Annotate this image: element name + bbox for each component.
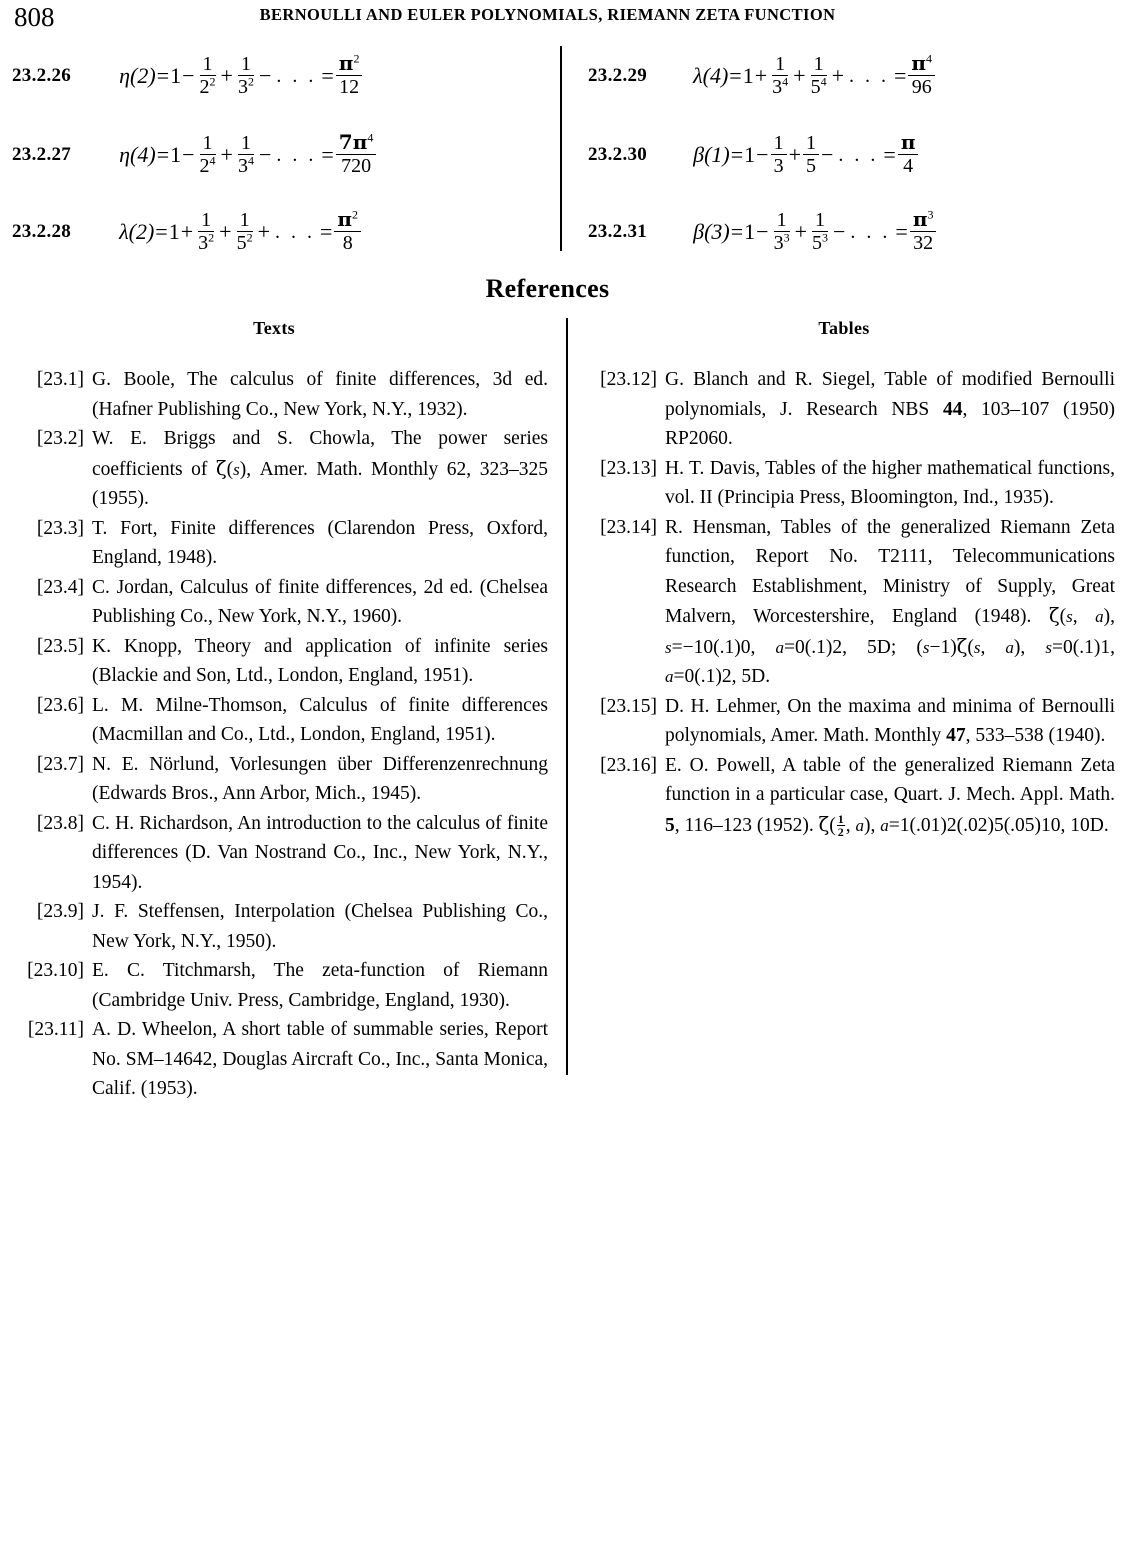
reference-item: [18, 750, 548, 809]
result-equals: =: [321, 63, 334, 88]
fraction-1: [195, 210, 217, 253]
fraction-denominator: $3^2$: [237, 73, 254, 98]
first-term: 1: [168, 219, 180, 244]
result-equals: =: [895, 219, 908, 244]
reference-item: [18, 573, 548, 632]
trailing-sign: −: [832, 219, 846, 244]
fraction-numerator: 1: [198, 210, 214, 232]
fraction-2: [235, 133, 257, 176]
sign-1: −: [756, 142, 769, 167]
sign-2: +: [788, 142, 801, 167]
first-term: 1: [744, 142, 756, 167]
reference-label: [23.4]: [36, 576, 84, 598]
fraction-denominator: 4: [903, 155, 914, 177]
fraction-denominator: $5^4$: [810, 73, 827, 98]
result-fraction: [908, 53, 935, 97]
equation-function: λ(2): [119, 219, 155, 244]
references-column-texts: [18, 318, 548, 1104]
equation-function: λ(4): [693, 63, 729, 88]
fraction-2: [803, 133, 819, 176]
reference-text: T. Fort, Finite differences (Clarendon Press, Oxford, England, 1948).: [92, 517, 548, 568]
trailing-sign: +: [831, 63, 844, 88]
references-column-divider: [566, 318, 568, 1075]
equation-body: [693, 130, 919, 177]
fraction-numerator: 1: [771, 133, 787, 155]
reference-text: E. O. Powell, A table of the generalized Riemann Zeta function in a particular case, Quart. J. Mech. Appl. Math. 5, 116–123 (1952). ζ( $\frac{1}{2}$ , a), a=1(.01)2(.02)5(.05)10, 10D.: [665, 754, 1115, 839]
fraction-2: [235, 54, 257, 97]
formula-column-left: [0, 38, 560, 263]
equation-function: β(1): [693, 142, 730, 167]
equation-body: [693, 207, 937, 254]
equals-sign: =: [156, 142, 170, 167]
reference-text: G. Blanch and R. Siegel, Table of modified Bernoulli polynomials, J. Research NBS 44, 103–107 (1950) RP2060.: [665, 369, 1115, 449]
equation-body: [119, 207, 362, 254]
fraction-numerator: $\pi^3$: [910, 209, 937, 232]
equation-function: β(3): [693, 219, 730, 244]
reference-label: [23.12]: [600, 369, 657, 390]
reference-text: A. D. Wheelon, A short table of summable series, Report No. SM–14642, Douglas Aircraft Co., Inc., Santa Monica, Calif. (1953).: [92, 1019, 548, 1099]
sign-1: +: [754, 63, 768, 88]
fraction-numerator: 1: [238, 133, 254, 155]
fraction-numerator: 1: [237, 210, 253, 232]
reference-text: C. Jordan, Calculus of finite differences, 2d ed. (Chelsea Publishing Co., New York, N.Y., 1960).: [92, 576, 548, 627]
ellipsis: . . .: [850, 221, 891, 243]
fraction-1: [769, 54, 791, 97]
sign-1: +: [180, 219, 194, 244]
fraction-numerator: π: [898, 132, 919, 155]
trailing-sign: −: [258, 142, 272, 167]
fraction-denominator: $3^2$: [198, 229, 215, 254]
equation-number: 23.2.27: [12, 144, 72, 165]
formula-row: [0, 40, 560, 112]
fraction-2: [809, 210, 831, 253]
reference-item: [18, 897, 548, 956]
formula-column-right: [570, 38, 1130, 263]
result-fraction: [898, 132, 919, 176]
equation-function: η(2): [119, 63, 156, 88]
reference-item: [583, 454, 1115, 513]
result-fraction: [910, 209, 937, 253]
equation-body: [119, 51, 363, 98]
ellipsis: . . .: [838, 144, 879, 166]
fraction-denominator: $2^4$: [199, 152, 216, 177]
reference-label: [23.3]: [36, 517, 84, 539]
tables-heading: Tables: [818, 318, 870, 338]
formula-row: [570, 196, 1130, 268]
trailing-sign: −: [820, 142, 834, 167]
reference-label: [23.15]: [600, 695, 657, 717]
sign-2: +: [220, 142, 233, 167]
equation-body: [693, 51, 936, 98]
fraction-denominator: $2^2$: [199, 73, 216, 98]
reference-item: [583, 751, 1115, 841]
fraction-numerator: 1: [811, 54, 827, 76]
fraction-1: [771, 133, 787, 176]
reference-item: [18, 1015, 548, 1104]
fraction-denominator: 8: [342, 232, 353, 254]
fraction-denominator: 3: [773, 154, 784, 177]
reference-item: [583, 692, 1115, 751]
fraction-denominator: 5: [805, 154, 816, 177]
sign-1: −: [756, 219, 769, 244]
reference-text: K. Knopp, Theory and application of infinite series (Blackie and Son, Ltd., London, England, 1951).: [92, 635, 548, 686]
fraction-denominator: 96: [911, 76, 932, 98]
running-title: BERNOULLI AND EULER POLYNOMIALS, RIEMANN ZETA FUNCTION: [259, 5, 836, 24]
fraction-numerator: 1: [774, 210, 790, 232]
reference-label: [23.13]: [600, 457, 657, 479]
fraction-numerator: 1: [803, 133, 819, 155]
equation-number: 23.2.28: [12, 221, 72, 242]
result-equals: =: [319, 219, 333, 244]
reference-text: C. H. Richardson, An introduction to the calculus of finite differences (D. Van Nostrand Co., Inc., New York, N.Y., 1954).: [92, 812, 548, 893]
sign-2: +: [794, 219, 807, 244]
reference-label: [23.1]: [36, 369, 84, 390]
ellipsis: . . .: [274, 221, 315, 243]
reference-text: E. C. Titchmarsh, The zeta-function of Riemann (Cambridge Univ. Press, Cambridge, England, 1930).: [92, 960, 548, 1011]
reference-text: G. Boole, The calculus of finite differences, 3d ed. (Hafner Publishing Co., New York, N.Y., 1932).: [92, 369, 548, 420]
result-equals: =: [893, 63, 907, 88]
reference-label: [23.7]: [36, 753, 84, 775]
first-term: 1: [170, 142, 182, 167]
equation-number: 23.2.31: [588, 221, 648, 242]
reference-item: [18, 809, 548, 898]
equation-function: η(4): [119, 142, 156, 167]
sign-1: −: [182, 63, 195, 88]
result-equals: =: [883, 142, 896, 167]
reference-label: [23.6]: [36, 694, 84, 716]
fraction-numerator: 1: [238, 54, 254, 76]
fraction-2: [234, 210, 256, 253]
reference-text: H. T. Davis, Tables of the higher mathematical functions, vol. II (Principia Press, Bloomington, Ind., 1935).: [665, 457, 1115, 508]
fraction-denominator: $5^2$: [236, 229, 253, 254]
sign-2: +: [220, 63, 233, 88]
reference-text: J. F. Steffensen, Interpolation (Chelsea Publishing Co., New York, N.Y., 1950).: [92, 901, 548, 952]
trailing-sign: −: [258, 63, 272, 88]
reference-item: [18, 514, 548, 573]
result-fraction: [336, 132, 377, 176]
reference-item: [583, 513, 1115, 692]
reference-item: [18, 691, 548, 750]
fraction-numerator: 1: [812, 210, 828, 232]
reference-item: [18, 956, 548, 1015]
reference-label: [23.2]: [36, 428, 84, 449]
formula-row: [570, 40, 1130, 112]
formula-row: [570, 119, 1130, 191]
references-heading: References: [485, 274, 610, 303]
fraction-denominator: 32: [913, 232, 934, 254]
reference-label: [23.14]: [600, 516, 657, 538]
references-column-tables: [583, 318, 1115, 840]
equation-number: 23.2.26: [12, 65, 72, 86]
result-equals: =: [321, 142, 334, 167]
equals-sign: =: [155, 219, 168, 244]
equation-body: [119, 130, 377, 177]
ellipsis: . . .: [848, 65, 889, 87]
sign-2: +: [793, 63, 806, 88]
ellipsis: . . .: [276, 144, 317, 166]
equals-sign: =: [730, 142, 744, 167]
fraction-1: [771, 210, 793, 253]
reference-item: [18, 365, 548, 424]
reference-label: [23.8]: [36, 812, 84, 834]
formula-block: [0, 38, 1130, 263]
reference-text: W. E. Briggs and S. Chowla, The power series coefficients of ζ(s), Amer. Math. Monthly 62, 323–325 (1955).: [92, 428, 548, 509]
trailing-sign: +: [257, 219, 270, 244]
reference-label: [23.5]: [36, 635, 84, 657]
fraction-numerator: $\pi^4$: [908, 53, 935, 76]
tables-reference-list: [583, 365, 1115, 840]
reference-text: N. E. Nörlund, Vorlesungen über Differenzenrechnung (Edwards Bros., Ann Arbor, Mich., 1945).: [92, 753, 548, 804]
result-fraction: [334, 209, 361, 253]
first-term: 1: [744, 219, 756, 244]
fraction-denominator: $3^4$: [772, 73, 789, 98]
reference-text: L. M. Milne-Thomson, Calculus of finite differences (Macmillan and Co., Ltd., London, England, 1951).: [92, 694, 548, 745]
formula-row: [0, 119, 560, 191]
reference-item: [18, 424, 548, 514]
fraction-2: [808, 54, 830, 97]
result-fraction: [336, 53, 363, 97]
fraction-denominator: 720: [341, 155, 372, 177]
formula-column-divider: [560, 46, 562, 251]
reference-text: D. H. Lehmer, On the maxima and minima of Bernoulli polynomials, Amer. Math. Monthly 47, 533–538 (1940).: [665, 695, 1115, 746]
equals-sign: =: [156, 63, 170, 88]
page-number: 808: [14, 2, 55, 32]
fraction-denominator: $3^4$: [237, 152, 254, 177]
fraction-denominator: 12: [339, 76, 360, 98]
equation-number: 23.2.29: [588, 65, 648, 86]
reference-text: R. Hensman, Tables of the generalized Riemann Zeta function, Report No. T2111, Telecommunications Research Establishment, Ministry of Supply, Great Malvern, Worcestershire, England (1948). ζ(s, a), s=−10(.1)0, a=0(.1)2, 5D; (s−1)ζ(s, a), s=0(.1)1, a=0(.1)2, 5D.: [665, 516, 1116, 687]
formula-row: [0, 196, 560, 268]
fraction-numerator: $\pi^2$: [334, 209, 361, 232]
sign-1: −: [182, 142, 195, 167]
reference-label: [23.16]: [600, 754, 657, 776]
reference-label: [23.10]: [27, 960, 84, 981]
equals-sign: =: [729, 63, 742, 88]
reference-item: [18, 632, 548, 691]
fraction-numerator: 1: [200, 133, 216, 155]
equation-number: 23.2.30: [588, 144, 648, 165]
page-header: [0, 2, 1130, 32]
fraction-denominator: $3^3$: [773, 229, 790, 254]
reference-item: [583, 365, 1115, 454]
texts-reference-list: [18, 365, 548, 1104]
fraction-numerator: $7\pi^4$: [336, 132, 377, 155]
texts-heading: Texts: [253, 318, 295, 338]
fraction-denominator: $5^3$: [811, 229, 828, 254]
reference-label: [23.11]: [27, 1019, 84, 1040]
first-term: 1: [170, 63, 182, 88]
fraction-1: [197, 54, 219, 97]
ellipsis: . . .: [276, 65, 317, 87]
equals-sign: =: [730, 219, 744, 244]
reference-label: [23.9]: [36, 901, 84, 922]
fraction-numerator: 1: [200, 54, 216, 76]
fraction-1: [197, 133, 219, 176]
sign-2: +: [219, 219, 232, 244]
fraction-numerator: 1: [772, 54, 788, 76]
fraction-numerator: $\pi^2$: [336, 53, 363, 76]
first-term: 1: [742, 63, 754, 88]
